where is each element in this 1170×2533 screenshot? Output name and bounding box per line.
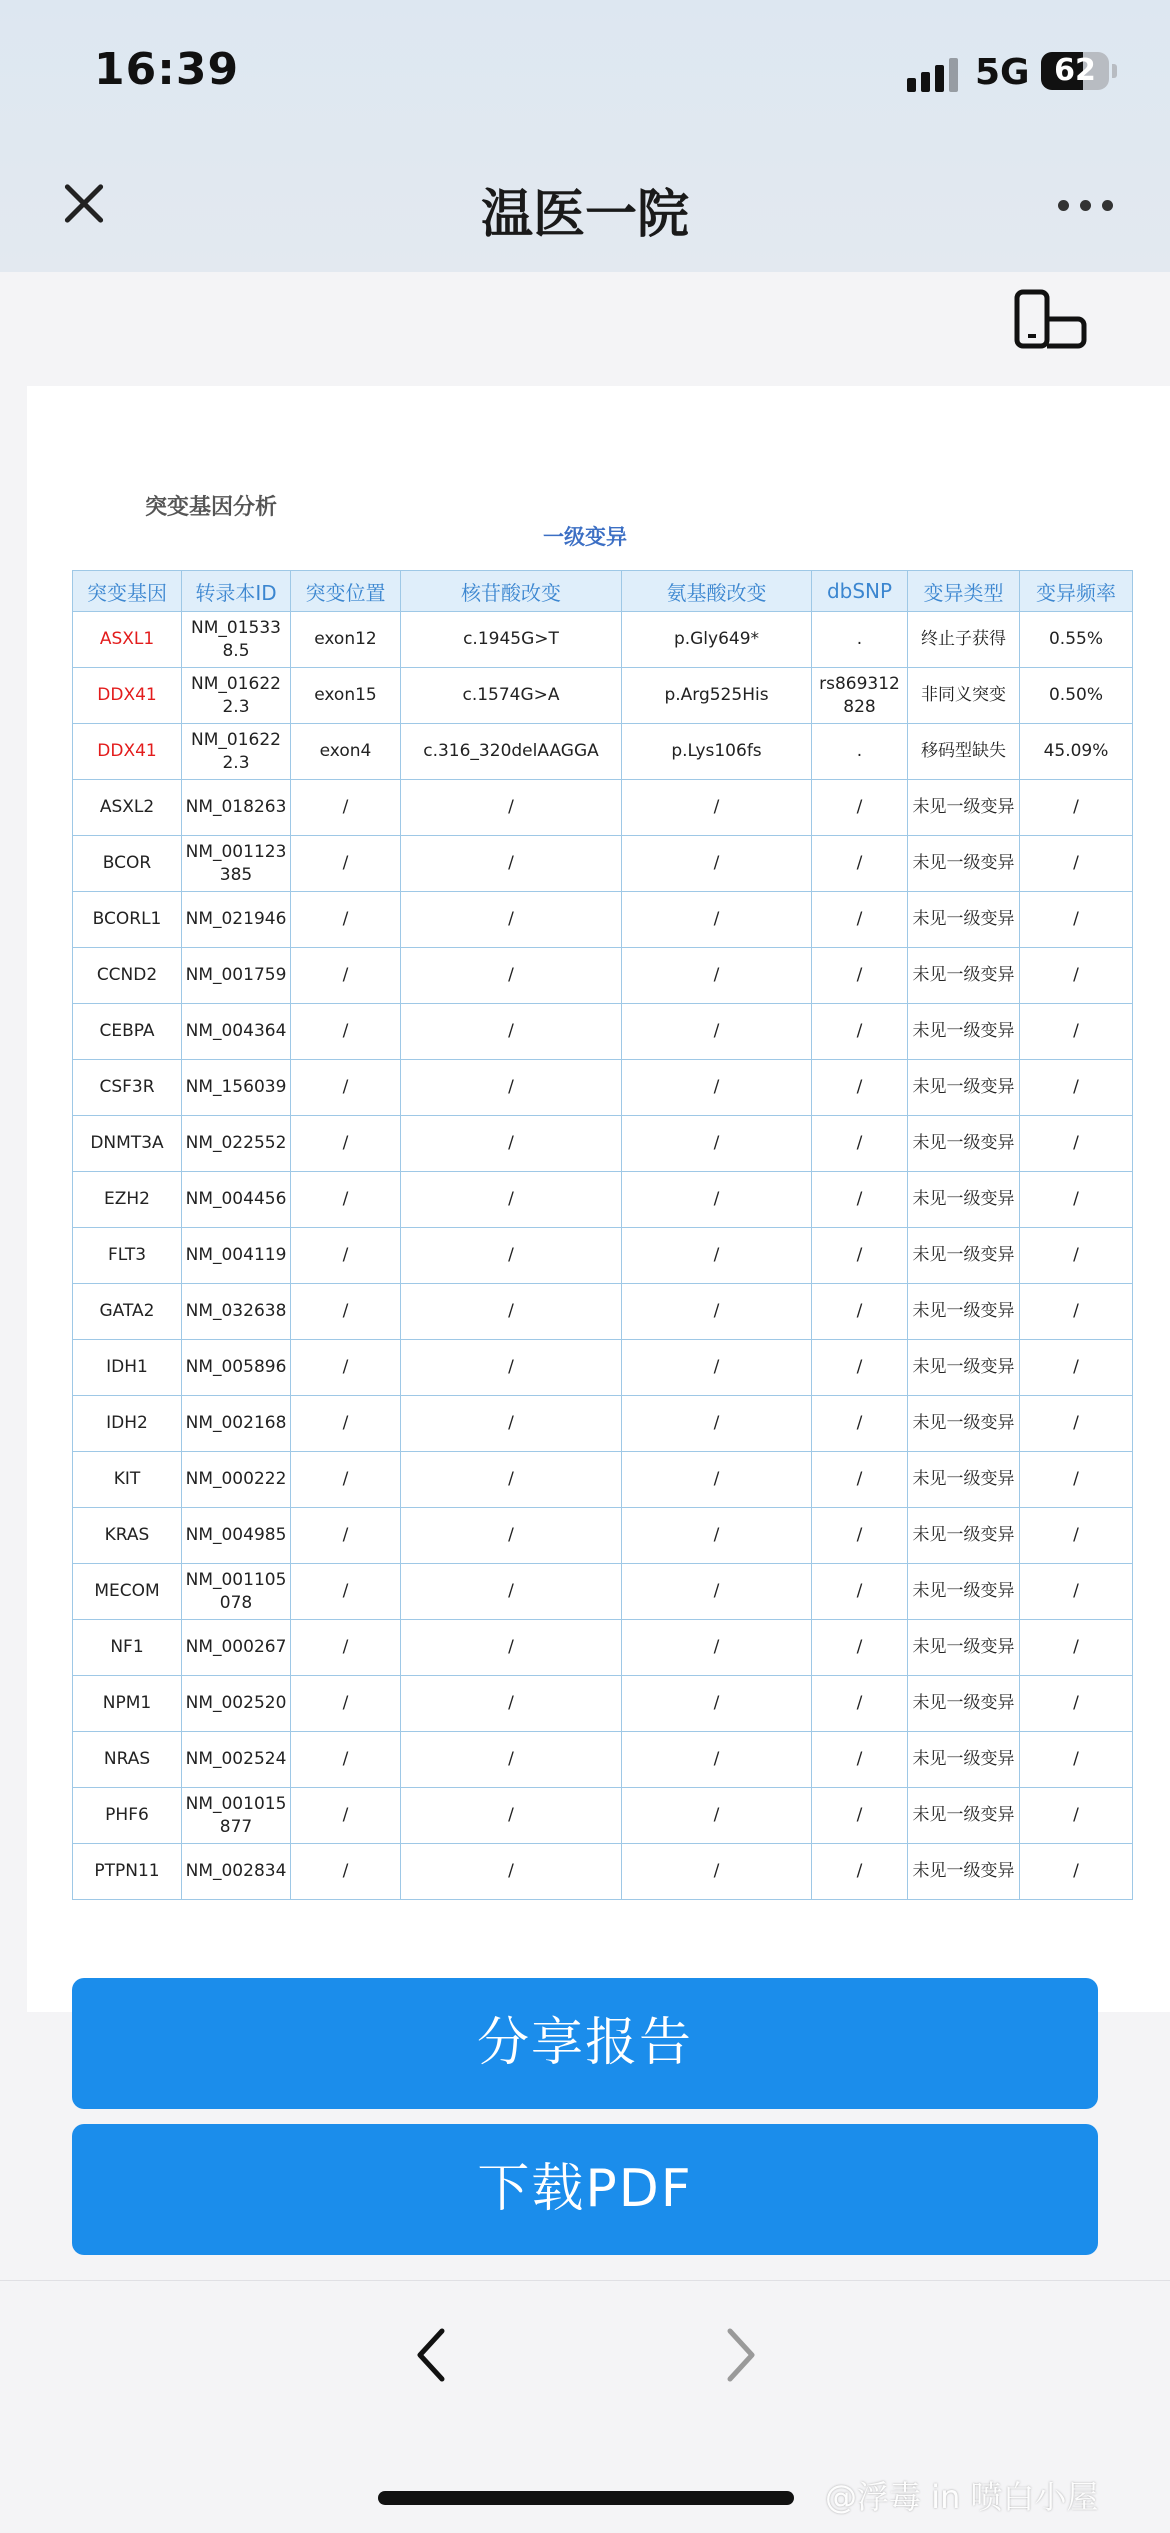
- download-pdf-button[interactable]: 下载PDF: [72, 2124, 1098, 2255]
- frequency-cell: /: [1020, 1844, 1133, 1900]
- section-subheading: 一级变异: [543, 525, 627, 549]
- table-row: [73, 948, 1133, 1004]
- status-time: 16:39: [94, 44, 240, 95]
- frequency-cell: /: [1020, 1004, 1133, 1060]
- variant-type-cell: 未见一级变异: [908, 948, 1020, 1004]
- mutation-table: [72, 570, 1133, 1900]
- transcript-cell: NM_001759: [182, 948, 291, 1004]
- position-cell: /: [291, 1508, 401, 1564]
- nucleotide-cell: /: [401, 1228, 622, 1284]
- transcript-cell: NM_004985: [182, 1508, 291, 1564]
- transcript-cell: NM_016222.3: [182, 668, 291, 724]
- variant-type-cell: 非同义突变: [908, 668, 1020, 724]
- frequency-cell: /: [1020, 892, 1133, 948]
- table-row: [73, 1620, 1133, 1676]
- table-row: [73, 780, 1133, 836]
- amino-acid-cell: /: [622, 780, 812, 836]
- position-cell: /: [291, 1004, 401, 1060]
- variant-type-cell: 未见一级变异: [908, 1172, 1020, 1228]
- gene-cell: DNMT3A: [73, 1116, 182, 1172]
- frequency-cell: /: [1020, 1788, 1133, 1844]
- frequency-cell: /: [1020, 1396, 1133, 1452]
- transcript-cell: NM_018263: [182, 780, 291, 836]
- dbsnp-cell: /: [812, 1228, 908, 1284]
- variant-type-cell: 移码型缺失: [908, 724, 1020, 780]
- variant-type-cell: 未见一级变异: [908, 1676, 1020, 1732]
- transcript-cell: NM_002834: [182, 1844, 291, 1900]
- table-row: [73, 1060, 1133, 1116]
- amino-acid-cell: /: [622, 1228, 812, 1284]
- amino-acid-cell: /: [622, 1564, 812, 1620]
- column-header: 转录本ID: [182, 571, 291, 612]
- gene-cell: CEBPA: [73, 1004, 182, 1060]
- variant-type-cell: 未见一级变异: [908, 1508, 1020, 1564]
- table-header-row: [73, 571, 1133, 612]
- gene-cell: CSF3R: [73, 1060, 182, 1116]
- gene-cell: NF1: [73, 1620, 182, 1676]
- nucleotide-cell: /: [401, 1620, 622, 1676]
- position-cell: /: [291, 1284, 401, 1340]
- gene-cell: IDH2: [73, 1396, 182, 1452]
- transcript-cell: NM_005896: [182, 1340, 291, 1396]
- transcript-cell: NM_004119: [182, 1228, 291, 1284]
- variant-type-cell: 未见一级变异: [908, 1228, 1020, 1284]
- section-heading: 突变基因分析: [145, 495, 278, 520]
- frequency-cell: /: [1020, 1340, 1133, 1396]
- table-row: [73, 1676, 1133, 1732]
- nucleotide-cell: /: [401, 1340, 622, 1396]
- dbsnp-cell: /: [812, 836, 908, 892]
- gene-cell: CCND2: [73, 948, 182, 1004]
- variant-type-cell: 未见一级变异: [908, 1620, 1020, 1676]
- dbsnp-cell: /: [812, 1452, 908, 1508]
- transcript-cell: NM_022552: [182, 1116, 291, 1172]
- transcript-cell: NM_021946: [182, 892, 291, 948]
- gene-cell: IDH1: [73, 1340, 182, 1396]
- frequency-cell: /: [1020, 1508, 1133, 1564]
- frequency-cell: /: [1020, 1228, 1133, 1284]
- amino-acid-cell: /: [622, 1732, 812, 1788]
- gene-cell: KRAS: [73, 1508, 182, 1564]
- amino-acid-cell: /: [622, 1788, 812, 1844]
- transcript-cell: NM_001105078: [182, 1564, 291, 1620]
- table-row: [73, 612, 1133, 668]
- gene-cell: NPM1: [73, 1676, 182, 1732]
- variant-type-cell: 未见一级变异: [908, 1564, 1020, 1620]
- table-row: [73, 1732, 1133, 1788]
- frequency-cell: /: [1020, 1116, 1133, 1172]
- position-cell: /: [291, 1340, 401, 1396]
- nucleotide-cell: /: [401, 1844, 622, 1900]
- amino-acid-cell: /: [622, 1452, 812, 1508]
- variant-type-cell: 未见一级变异: [908, 836, 1020, 892]
- table-row: [73, 1228, 1133, 1284]
- watermark: @浮毒 in 喷白小屋: [825, 2478, 1099, 2516]
- dbsnp-cell: /: [812, 1172, 908, 1228]
- position-cell: /: [291, 948, 401, 1004]
- nucleotide-cell: /: [401, 1508, 622, 1564]
- variant-type-cell: 未见一级变异: [908, 1396, 1020, 1452]
- variant-type-cell: 未见一级变异: [908, 1452, 1020, 1508]
- dbsnp-cell: /: [812, 1004, 908, 1060]
- dbsnp-cell: /: [812, 1396, 908, 1452]
- dbsnp-cell: /: [812, 1116, 908, 1172]
- forward-chevron-icon[interactable]: [708, 2325, 768, 2385]
- table-row: [73, 892, 1133, 948]
- dbsnp-cell: /: [812, 1060, 908, 1116]
- amino-acid-cell: /: [622, 1396, 812, 1452]
- variant-type-cell: 未见一级变异: [908, 1732, 1020, 1788]
- amino-acid-cell: p.Arg525His: [622, 668, 812, 724]
- table-row: [73, 1452, 1133, 1508]
- dbsnp-cell: .: [812, 724, 908, 780]
- variant-type-cell: 未见一级变异: [908, 1844, 1020, 1900]
- table-row: [73, 724, 1133, 780]
- nucleotide-cell: /: [401, 836, 622, 892]
- transcript-cell: NM_032638: [182, 1284, 291, 1340]
- gene-cell: ASXL1: [73, 612, 182, 668]
- nucleotide-cell: /: [401, 1060, 622, 1116]
- transcript-cell: NM_002168: [182, 1396, 291, 1452]
- transcript-cell: NM_004456: [182, 1172, 291, 1228]
- frequency-cell: /: [1020, 1060, 1133, 1116]
- table-row: [73, 1340, 1133, 1396]
- table-row: [73, 668, 1133, 724]
- transcript-cell: NM_002524: [182, 1732, 291, 1788]
- column-header: 核苷酸改变: [401, 571, 622, 612]
- dbsnp-cell: /: [812, 780, 908, 836]
- dbsnp-cell: /: [812, 1788, 908, 1844]
- dbsnp-cell: /: [812, 1508, 908, 1564]
- frequency-cell: /: [1020, 780, 1133, 836]
- frequency-cell: /: [1020, 1564, 1133, 1620]
- report-document: [27, 386, 1170, 2012]
- amino-acid-cell: /: [622, 948, 812, 1004]
- nucleotide-cell: /: [401, 1004, 622, 1060]
- column-header: 变异类型: [908, 571, 1020, 612]
- frequency-cell: 45.09%: [1020, 724, 1133, 780]
- home-indicator[interactable]: [378, 2491, 794, 2505]
- dbsnp-cell: /: [812, 1564, 908, 1620]
- gene-cell: PHF6: [73, 1788, 182, 1844]
- transcript-cell: NM_000222: [182, 1452, 291, 1508]
- nucleotide-cell: c.1574G>A: [401, 668, 622, 724]
- gene-cell: MECOM: [73, 1564, 182, 1620]
- share-report-button[interactable]: 分享报告: [72, 1978, 1098, 2109]
- dbsnp-cell: rs869312828: [812, 668, 908, 724]
- frequency-cell: /: [1020, 948, 1133, 1004]
- nucleotide-cell: /: [401, 1116, 622, 1172]
- amino-acid-cell: /: [622, 1172, 812, 1228]
- variant-type-cell: 未见一级变异: [908, 1788, 1020, 1844]
- cellular-signal-icon: [907, 56, 959, 92]
- transcript-cell: NM_156039: [182, 1060, 291, 1116]
- nucleotide-cell: c.316_320delAAGGA: [401, 724, 622, 780]
- transcript-cell: NM_001123385: [182, 836, 291, 892]
- table-row: [73, 1172, 1133, 1228]
- position-cell: /: [291, 1172, 401, 1228]
- variant-type-cell: 未见一级变异: [908, 1284, 1020, 1340]
- amino-acid-cell: /: [622, 1340, 812, 1396]
- table-row: [73, 1396, 1133, 1452]
- position-cell: /: [291, 892, 401, 948]
- table-row: [73, 1284, 1133, 1340]
- variant-type-cell: 未见一级变异: [908, 1060, 1020, 1116]
- dbsnp-cell: /: [812, 1340, 908, 1396]
- amino-acid-cell: /: [622, 892, 812, 948]
- position-cell: exon4: [291, 724, 401, 780]
- dbsnp-cell: /: [812, 1732, 908, 1788]
- frequency-cell: 0.55%: [1020, 612, 1133, 668]
- battery-tip: [1112, 64, 1117, 78]
- nucleotide-cell: /: [401, 780, 622, 836]
- column-header: dbSNP: [812, 571, 908, 612]
- nucleotide-cell: c.1945G>T: [401, 612, 622, 668]
- column-header: 突变位置: [291, 571, 401, 612]
- frequency-cell: 0.50%: [1020, 668, 1133, 724]
- table-row: [73, 1564, 1133, 1620]
- variant-type-cell: 未见一级变异: [908, 1116, 1020, 1172]
- frequency-cell: /: [1020, 1172, 1133, 1228]
- amino-acid-cell: /: [622, 1620, 812, 1676]
- amino-acid-cell: /: [622, 1284, 812, 1340]
- table-row: [73, 1004, 1133, 1060]
- table-row: [73, 1844, 1133, 1900]
- position-cell: /: [291, 1396, 401, 1452]
- gene-cell: KIT: [73, 1452, 182, 1508]
- variant-type-cell: 未见一级变异: [908, 1004, 1020, 1060]
- gene-cell: NRAS: [73, 1732, 182, 1788]
- battery-icon: [1041, 52, 1109, 90]
- gene-cell: FLT3: [73, 1228, 182, 1284]
- nucleotide-cell: /: [401, 1396, 622, 1452]
- dbsnp-cell: /: [812, 1620, 908, 1676]
- nucleotide-cell: /: [401, 1284, 622, 1340]
- variant-type-cell: 终止子获得: [908, 612, 1020, 668]
- transcript-cell: NM_015338.5: [182, 612, 291, 668]
- dbsnp-cell: .: [812, 612, 908, 668]
- frequency-cell: /: [1020, 836, 1133, 892]
- amino-acid-cell: p.Gly649*: [622, 612, 812, 668]
- transcript-cell: NM_001015877: [182, 1788, 291, 1844]
- nucleotide-cell: /: [401, 1564, 622, 1620]
- battery-level: 62: [1054, 53, 1096, 88]
- position-cell: exon15: [291, 668, 401, 724]
- dbsnp-cell: /: [812, 1676, 908, 1732]
- nucleotide-cell: /: [401, 1788, 622, 1844]
- nucleotide-cell: /: [401, 1676, 622, 1732]
- position-cell: exon12: [291, 612, 401, 668]
- frequency-cell: /: [1020, 1284, 1133, 1340]
- nucleotide-cell: /: [401, 1732, 622, 1788]
- gene-cell: ASXL2: [73, 780, 182, 836]
- transcript-cell: NM_000267: [182, 1620, 291, 1676]
- position-cell: /: [291, 1116, 401, 1172]
- position-cell: /: [291, 1452, 401, 1508]
- transcript-cell: NM_004364: [182, 1004, 291, 1060]
- gene-cell: DDX41: [73, 668, 182, 724]
- amino-acid-cell: /: [622, 836, 812, 892]
- top-bar: [0, 0, 1170, 272]
- gene-cell: EZH2: [73, 1172, 182, 1228]
- nucleotide-cell: /: [401, 1452, 622, 1508]
- position-cell: /: [291, 1732, 401, 1788]
- position-cell: /: [291, 1060, 401, 1116]
- back-chevron-icon[interactable]: [404, 2325, 464, 2385]
- table-row: [73, 1116, 1133, 1172]
- variant-type-cell: 未见一级变异: [908, 892, 1020, 948]
- amino-acid-cell: /: [622, 1844, 812, 1900]
- position-cell: /: [291, 1620, 401, 1676]
- nucleotide-cell: /: [401, 948, 622, 1004]
- frequency-cell: /: [1020, 1452, 1133, 1508]
- dbsnp-cell: /: [812, 948, 908, 1004]
- dbsnp-cell: /: [812, 1844, 908, 1900]
- position-cell: /: [291, 1228, 401, 1284]
- position-cell: /: [291, 1788, 401, 1844]
- position-cell: /: [291, 1676, 401, 1732]
- position-cell: /: [291, 1844, 401, 1900]
- table-row: [73, 1788, 1133, 1844]
- transcript-cell: NM_016222.3: [182, 724, 291, 780]
- position-cell: /: [291, 836, 401, 892]
- page-title: 温医一院: [480, 185, 689, 245]
- nucleotide-cell: /: [401, 1172, 622, 1228]
- column-header: 突变基因: [73, 571, 182, 612]
- rotate-screen-icon[interactable]: [1014, 289, 1090, 351]
- variant-type-cell: 未见一级变异: [908, 1340, 1020, 1396]
- column-header: 氨基酸改变: [622, 571, 812, 612]
- position-cell: /: [291, 780, 401, 836]
- transcript-cell: NM_002520: [182, 1676, 291, 1732]
- amino-acid-cell: /: [622, 1676, 812, 1732]
- frequency-cell: /: [1020, 1620, 1133, 1676]
- network-type: 5G: [975, 52, 1030, 93]
- gene-cell: BCORL1: [73, 892, 182, 948]
- table-row: [73, 1508, 1133, 1564]
- gene-cell: GATA2: [73, 1284, 182, 1340]
- column-header: 变异频率: [1020, 571, 1133, 612]
- position-cell: /: [291, 1564, 401, 1620]
- amino-acid-cell: /: [622, 1508, 812, 1564]
- frequency-cell: /: [1020, 1676, 1133, 1732]
- table-row: [73, 836, 1133, 892]
- gene-cell: DDX41: [73, 724, 182, 780]
- dbsnp-cell: /: [812, 1284, 908, 1340]
- amino-acid-cell: p.Lys106fs: [622, 724, 812, 780]
- frequency-cell: /: [1020, 1732, 1133, 1788]
- gene-cell: BCOR: [73, 836, 182, 892]
- variant-type-cell: 未见一级变异: [908, 780, 1020, 836]
- amino-acid-cell: /: [622, 1116, 812, 1172]
- dbsnp-cell: /: [812, 892, 908, 948]
- gene-cell: PTPN11: [73, 1844, 182, 1900]
- nucleotide-cell: /: [401, 892, 622, 948]
- amino-acid-cell: /: [622, 1060, 812, 1116]
- more-options-icon[interactable]: [1052, 190, 1122, 220]
- amino-acid-cell: /: [622, 1004, 812, 1060]
